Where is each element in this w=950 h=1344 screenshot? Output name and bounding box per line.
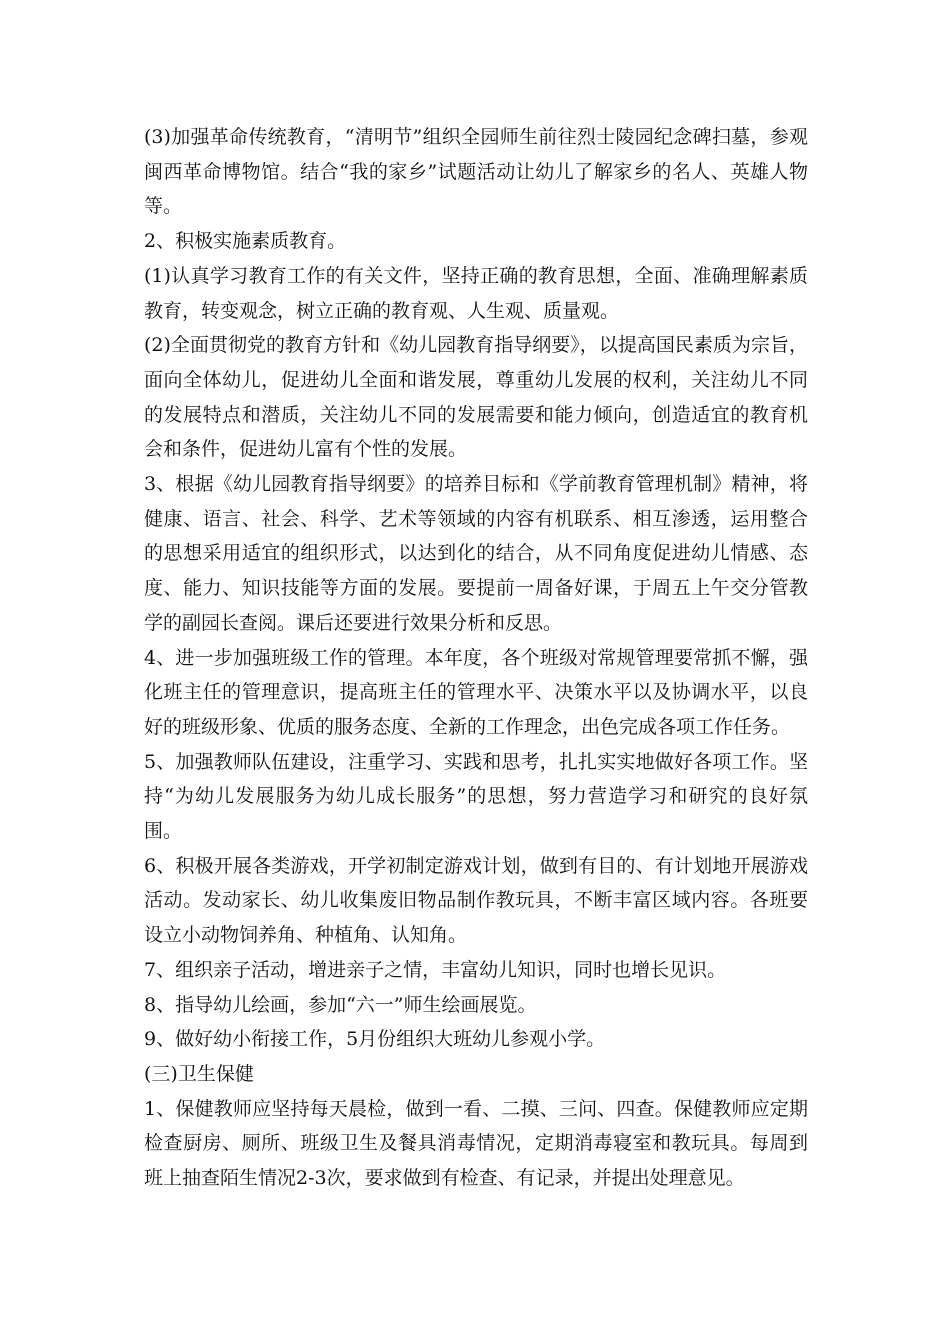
paragraph-teacher-team: 5、加强教师队伍建设，注重学习、实践和思考，扎扎实实地做好各项工作。坚持“为幼儿发展服务为幼儿成长服务”的思想，努力营造学习和研究的良好氛围。 (144, 750, 808, 843)
paragraph-games: 6、积极开展各类游戏，开学初制定游戏计划，做到有目的、有计划地开展游戏活动。发动家长、幼儿收集废旧物品制作教玩具，不断丰富区域内容。各班要设立小动物饲养角、种植角、认知角。 (144, 854, 808, 947)
section-heading-health: (三)卫生保健 (144, 1062, 254, 1085)
paragraph-quality-education-heading: 2、积极实施素质教育。 (144, 230, 347, 253)
paragraph-patriotic-education: (3)加强革命传统教育，“清明节”组织全园师生前往烈士陵园纪念碑扫墓，参观闽西革命博物馆。结合“我的家乡”试题活动让幼儿了解家乡的名人、英雄人物等。 (144, 126, 808, 218)
paragraph-study-documents: (1)认真学习教育工作的有关文件，坚持正确的教育思想，全面、准确理解素质教育，转变观念，树立正确的教育观、人生观、质量观。 (144, 264, 808, 322)
paragraph-health-checks: 1、保健教师应坚持每天晨检，做到一看、二摸、三问、四查。保健教师应定期检查厨房、厕所、班级卫生及餐具消毒情况，定期消毒寝室和教玩具。每周到班上抽查陌生情况2-3次，要求做到有检查、有记录，并提出处理意见。 (144, 1097, 808, 1190)
paragraph-painting: 8、指导幼儿绘画，参加“六一”师生绘画展览。 (144, 993, 537, 1016)
paragraph-school-transition: 9、做好幼小衔接工作，5月份组织大班幼儿参观小学。 (144, 1028, 606, 1051)
paragraph-curriculum-integration: 3、根据《幼儿园教育指导纲要》的培养目标和《学前教育管理机制》精神，将健康、语言、社会、科学、艺术等领域的内容有机联系、相互渗透，运用整合的思想采用适宜的组织形式，以达到化的结合，从不同角度促进幼儿情感、态度、能力、知识技能等方面的发展。要提前一周备好课，于周五上午交分管教学的副园长查阅。课后还要进行效果分析和反思。 (144, 473, 808, 634)
paragraph-class-management: 4、进一步加强班级工作的管理。本年度，各个班级对常规管理要常抓不懈，强化班主任的管理意识，提高班主任的管理水平、决策水平以及协调水平，以良好的班级形象、优质的服务态度、全新的工作理念，出色完成各项工作任务。 (144, 646, 808, 738)
document-body (144, 120, 808, 1196)
paragraph-education-policy: (2)全面贯彻党的教育方针和《幼儿园教育指导纲要》，以提高国民素质为宗旨，面向全体幼儿，促进幼儿全面和谐发展，尊重幼儿发展的权利，关注幼儿不同的发展特点和潜质，关注幼儿不同的发展需要和能力倾向，创造适宜的教育机会和条件，促进幼儿富有个性的发展。 (144, 334, 808, 461)
paragraph-parent-child: 7、组织亲子活动，增进亲子之情，丰富幼儿知识，同时也增长见识。 (144, 958, 727, 981)
